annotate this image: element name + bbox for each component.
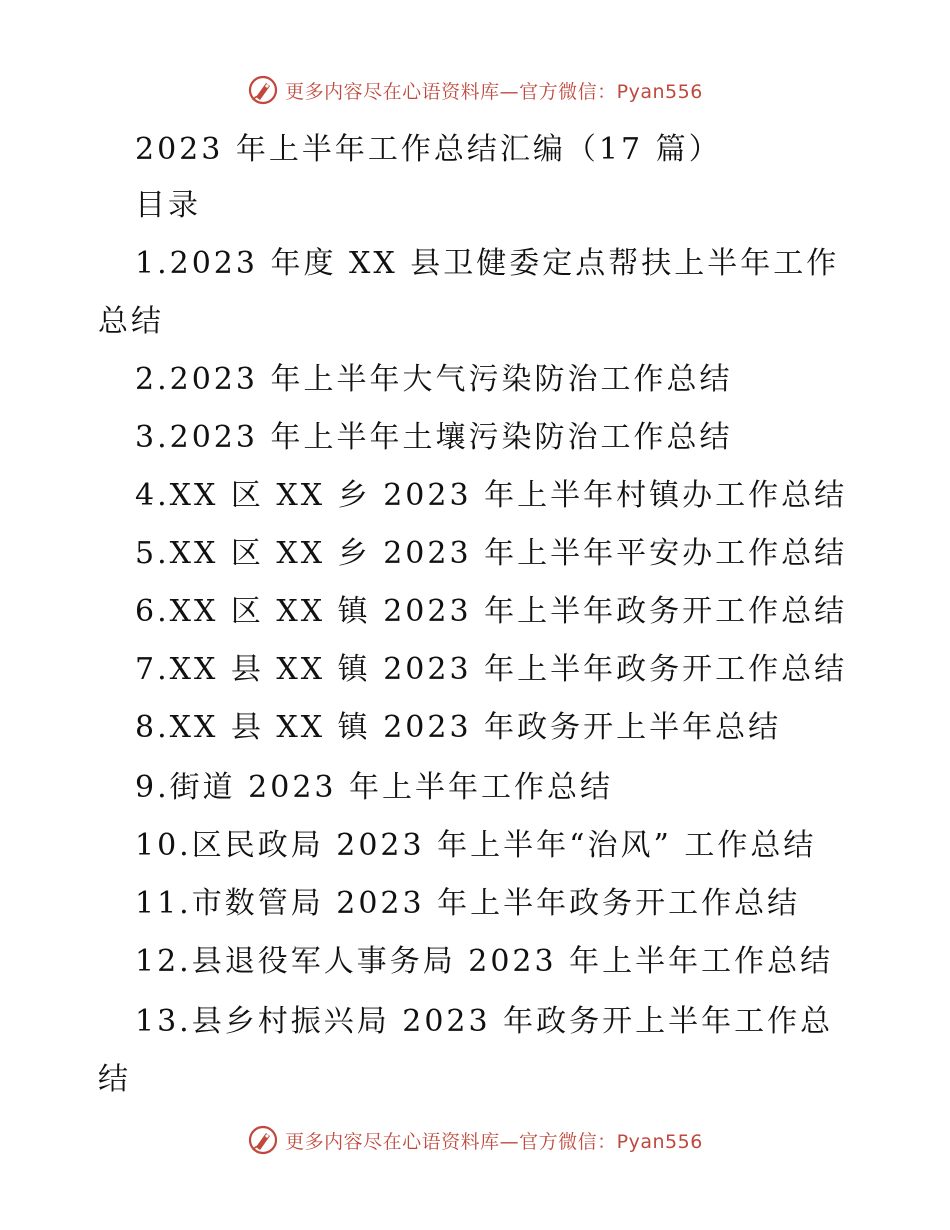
pen-nib-logo-icon (247, 1124, 279, 1156)
toc-item-9: 9.街道 2023 年上半年工作总结 (135, 770, 614, 805)
toc-heading: 目录 (135, 188, 201, 223)
toc-item-1-continuation: 总结 (98, 304, 164, 339)
toc-item-8: 8.XX 县 XX 镇 2023 年政务开上半年总结 (135, 710, 782, 745)
toc-item-13: 13.县乡村振兴局 2023 年政务开上半年工作总 (135, 1004, 834, 1039)
watermark-text: 更多内容尽在心语资料库—官方微信：Pyan556 (285, 80, 703, 103)
toc-item-2: 2.2023 年上半年大气污染防治工作总结 (135, 362, 733, 397)
toc-item-3: 3.2023 年上半年土壤污染防治工作总结 (135, 420, 733, 455)
toc-item-10: 10.区民政局 2023 年上半年“治风” 工作总结 (135, 828, 817, 863)
toc-item-7: 7.XX 县 XX 镇 2023 年上半年政务开工作总结 (135, 652, 848, 687)
header-watermark-banner (0, 70, 950, 110)
pen-nib-logo-icon (247, 74, 279, 106)
footer-watermark-banner (0, 1120, 950, 1160)
toc-item-5: 5.XX 区 XX 乡 2023 年上半年平安办工作总结 (135, 536, 848, 571)
watermark-text: 更多内容尽在心语资料库—官方微信：Pyan556 (285, 1130, 703, 1153)
toc-item-6: 6.XX 区 XX 镇 2023 年上半年政务开工作总结 (135, 594, 848, 629)
toc-item-13-continuation: 结 (98, 1062, 131, 1097)
toc-item-4: 4.XX 区 XX 乡 2023 年上半年村镇办工作总结 (135, 478, 848, 513)
document-title: 2023 年上半年工作总结汇编（17 篇） (135, 132, 722, 167)
toc-item-12: 12.县退役军人事务局 2023 年上半年工作总结 (135, 944, 834, 979)
toc-item-1: 1.2023 年度 XX 县卫健委定点帮扶上半年工作 (135, 246, 840, 281)
toc-item-11: 11.市数管局 2023 年上半年政务开工作总结 (135, 886, 801, 921)
